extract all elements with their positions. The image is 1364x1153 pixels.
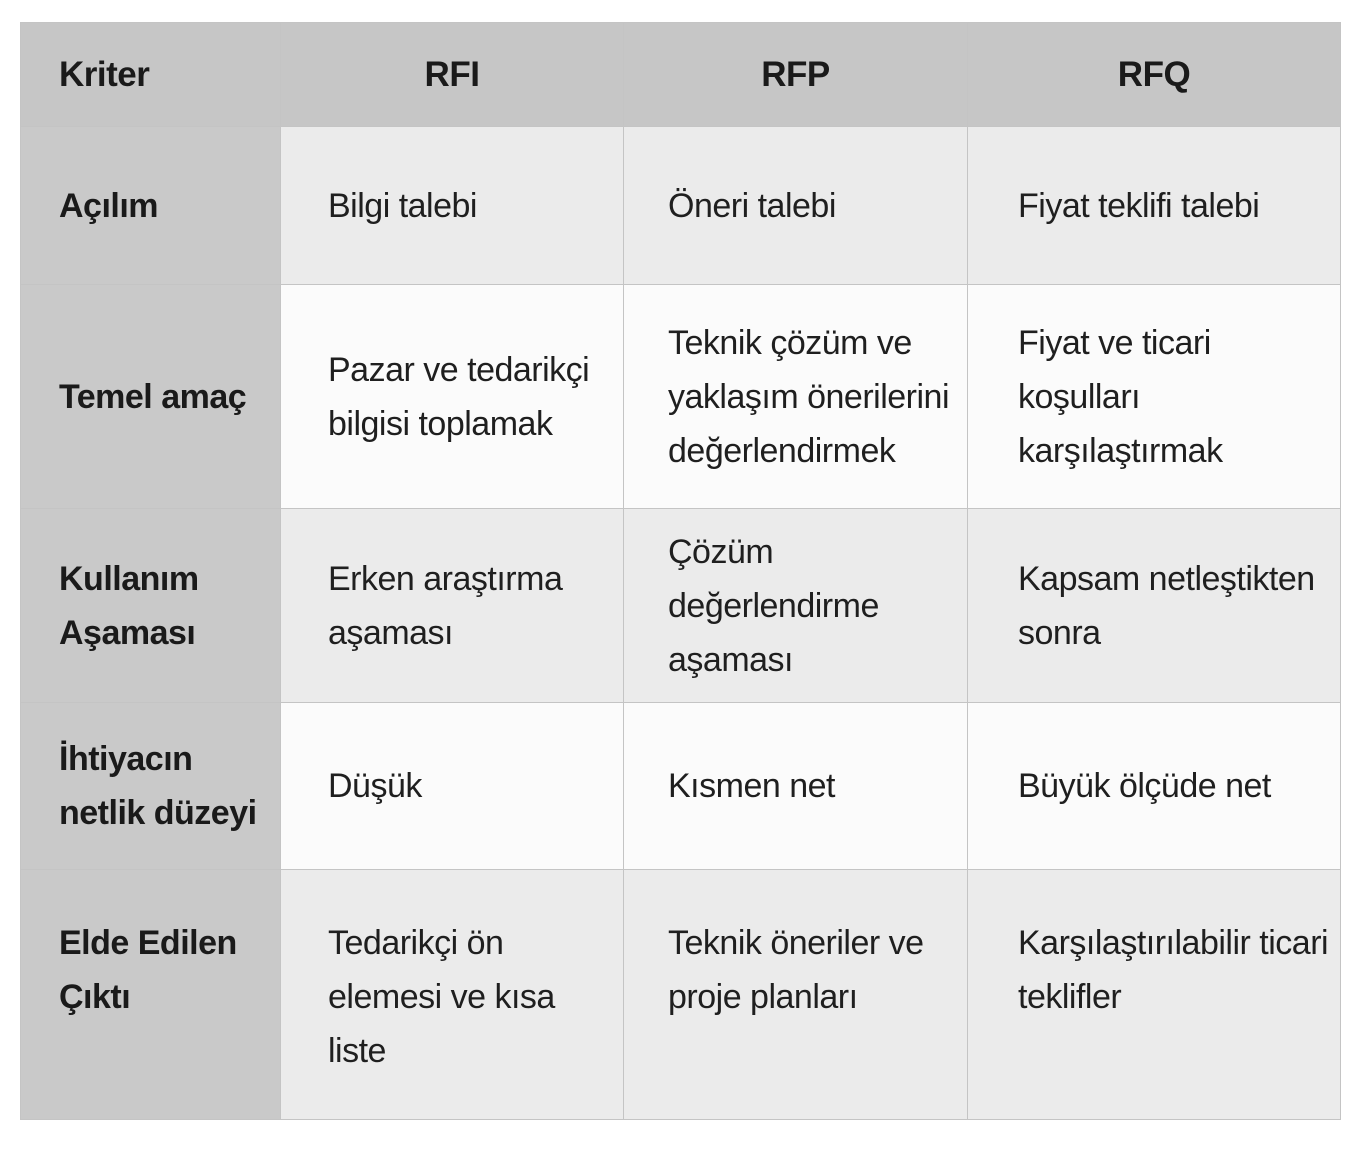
cell-rfi — [281, 870, 624, 1120]
rfq-text: Büyük ölçüde net — [1018, 767, 1271, 805]
table-row — [21, 509, 1341, 703]
cell-rfq — [968, 703, 1341, 870]
table-row — [21, 870, 1341, 1120]
cell-rfq — [968, 285, 1341, 509]
rfq-text: Karşılaştırılabilir ticari teklifler — [1018, 924, 1329, 1016]
row-criterion — [21, 703, 281, 870]
rfp-text: Çözüm değerlendirme aşaması — [668, 532, 879, 679]
rfq-text: Fiyat teklifi talebi — [1018, 186, 1260, 225]
rfq-text: Kapsam netleştikten sonra — [1018, 559, 1315, 652]
rfi-text: Tedarikçi ön elemesi ve kısa liste — [328, 924, 555, 1070]
table-body — [21, 127, 1341, 1120]
row-criterion — [21, 127, 281, 285]
cell-rfi — [281, 285, 624, 509]
cell-rfi — [281, 703, 624, 870]
row-criterion — [21, 285, 281, 509]
rfp-text: Teknik öneriler ve proje planları — [668, 924, 924, 1016]
cell-rfp — [624, 509, 968, 703]
cell-rfp — [624, 870, 968, 1120]
table-row — [21, 127, 1341, 285]
rfi-text: Düşük — [328, 767, 422, 805]
rfi-text: Bilgi talebi — [328, 186, 477, 225]
comparison-table — [20, 22, 1341, 1120]
header-rfi: RFI — [281, 23, 624, 127]
cell-rfq — [968, 870, 1341, 1120]
header-criterion: Kriter — [21, 23, 281, 127]
header-rfq: RFQ — [968, 23, 1341, 127]
cell-rfq — [968, 509, 1341, 703]
cell-rfq — [968, 127, 1341, 285]
criterion-text: İhtiyacın netlik düzeyi — [59, 740, 257, 832]
table-row — [21, 703, 1341, 870]
rfi-text: Erken araştırma aşaması — [328, 559, 563, 652]
rfi-text: Pazar ve tedarikçi bilgisi toplamak — [328, 350, 590, 443]
cell-rfp — [624, 703, 968, 870]
rfq-text: Fiyat ve ticari koşulları karşılaştırmak — [1018, 323, 1223, 470]
rfp-text: Teknik çözüm ve yaklaşım önerilerini değerlendirmek — [668, 323, 949, 470]
table-header — [21, 23, 1341, 127]
rfp-text: Kısmen net — [668, 767, 835, 805]
row-criterion — [21, 509, 281, 703]
criterion-text: Elde Edilen Çıktı — [59, 924, 237, 1016]
table-row — [21, 285, 1341, 509]
criterion-text: Açılım — [59, 186, 159, 225]
criterion-text: Kullanım Aşaması — [59, 559, 199, 652]
header-row — [21, 23, 1341, 127]
cell-rfp — [624, 285, 968, 509]
row-criterion — [21, 870, 281, 1120]
cell-rfp — [624, 127, 968, 285]
rfp-text: Öneri talebi — [668, 186, 836, 225]
criterion-text: Temel amaç — [59, 377, 247, 416]
cell-rfi — [281, 509, 624, 703]
cell-rfi — [281, 127, 624, 285]
header-rfp: RFP — [624, 23, 968, 127]
